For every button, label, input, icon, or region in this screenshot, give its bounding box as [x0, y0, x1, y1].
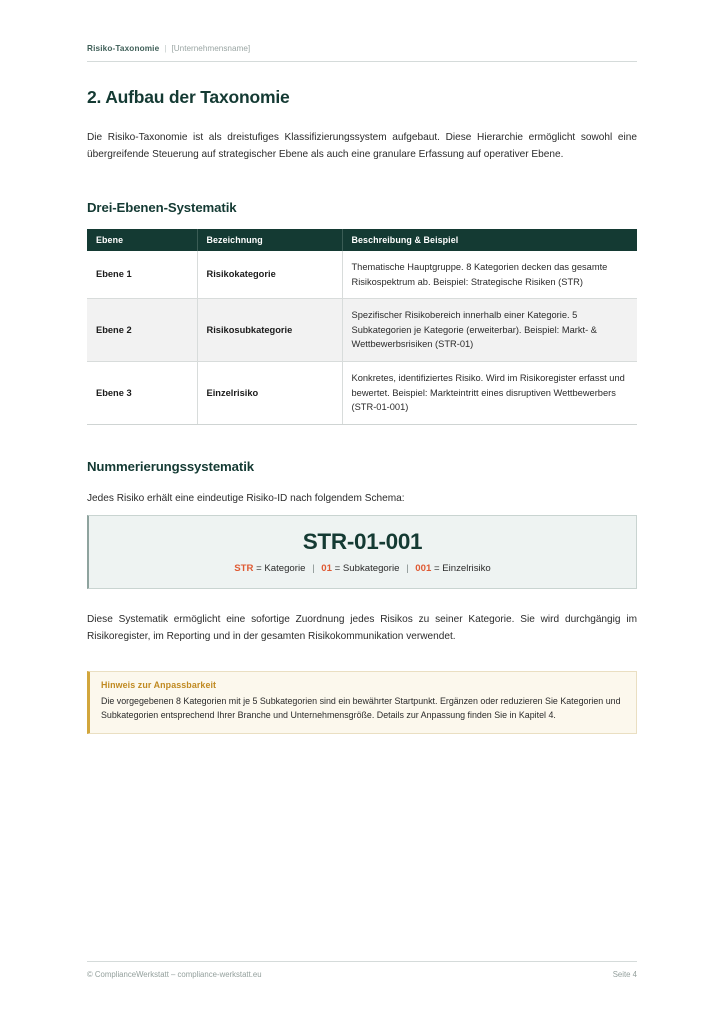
- three-level-table: [87, 229, 637, 425]
- cell-bezeichnung: Risikokategorie: [197, 251, 342, 299]
- cell-beschreibung: Spezifischer Risikobereich innerhalb einer Kategorie. 5 Subkategorien je Kategorie (erweiterbar). Beispiel: Markt- & Wettbewerbsrisiken (STR-01): [342, 299, 637, 362]
- header-divider: [87, 61, 637, 62]
- table-header: [87, 229, 637, 251]
- cell-ebene: Ebene 1: [87, 251, 197, 299]
- page-title: 2. Aufbau der Taxonomie: [87, 87, 290, 107]
- footer-divider: [87, 961, 637, 962]
- hint-callout: [87, 671, 637, 734]
- table-row: [87, 251, 637, 299]
- header-separator: |: [164, 44, 167, 53]
- risk-id-legend: [99, 562, 626, 576]
- table-header-row: [87, 229, 637, 251]
- table-row: [87, 299, 637, 362]
- header-doc-title: Risiko-Taxonomie: [87, 44, 160, 53]
- page-footer: [87, 970, 637, 979]
- cell-beschreibung: Konkretes, identifiziertes Risiko. Wird im Risikoregister erfasst und bewertet. Beispiel: Markteintritt eines disruptiven Wettbewerbers (STR-01-001): [342, 361, 637, 424]
- header-company-placeholder: [Unternehmensname]: [171, 44, 251, 53]
- section-heading-systematik: Drei-Ebenen-Systematik: [87, 200, 237, 215]
- risk-id-code: STR-01-001: [302, 529, 423, 554]
- hint-title: Hinweis zur Anpassbarkeit: [101, 680, 217, 690]
- cell-beschreibung: Thematische Hauptgruppe. 8 Kategorien decken das gesamte Risikospektrum ab. Beispiel: Strategische Risiken (STR): [342, 251, 637, 299]
- legend-label-einzelrisiko: = Einzelrisiko: [433, 563, 491, 574]
- risk-id-example-box: [87, 515, 637, 589]
- legend-separator-2: |: [406, 563, 409, 574]
- legend-part-subkategorie: 01: [321, 563, 332, 574]
- cell-ebene: Ebene 2: [87, 299, 197, 362]
- section-heading-nummerierung: Nummerierungssystematik: [87, 459, 255, 474]
- legend-part-kategorie: STR: [234, 563, 254, 574]
- cell-bezeichnung: Risikosubkategorie: [197, 299, 342, 362]
- column-header-beschreibung: Beschreibung & Beispiel: [342, 229, 637, 251]
- intro-paragraph: Die Risiko-Taxonomie ist als dreistufiges Klassifizierungssystem aufgebaut. Diese Hierarchie ermöglicht sowohl eine übergreifende Steuerung auf strategischer Ebene als auch eine granulare Erfassung auf operativer Ebene.: [87, 132, 637, 160]
- running-header: [87, 43, 637, 55]
- cell-ebene: Ebene 3: [87, 361, 197, 424]
- footer-page-number: Seite 4: [612, 970, 637, 979]
- legend-label-kategorie: = Kategorie: [256, 563, 306, 574]
- footer-copyright: © ComplianceWerkstatt – compliance-werkstatt.eu: [87, 970, 262, 979]
- legend-label-subkategorie: = Subkategorie: [334, 563, 400, 574]
- nummerierung-lead-paragraph: Jedes Risiko erhält eine eindeutige Risiko-ID nach folgendem Schema:: [87, 493, 405, 504]
- hint-body: Die vorgegebenen 8 Kategorien mit je 5 Subkategorien sind ein bewährter Startpunkt. Ergänzen oder reduzieren Sie Kategorien und Subkategorien entsprechend Ihrer Branche und Unternehmensgröße. Details zur Anpassung finden Sie in Kapitel 4.: [101, 696, 621, 721]
- nummerierung-after-paragraph: Diese Systematik ermöglicht eine sofortige Zuordnung jedes Risikos zu seiner Kategorie. Sie wird durchgängig im Risikoregister, im Reporting und in der gesamten Risikokommunikation verwendet.: [87, 614, 637, 642]
- cell-bezeichnung: Einzelrisiko: [197, 361, 342, 424]
- column-header-bezeichnung: Bezeichnung: [197, 229, 342, 251]
- legend-part-einzelrisiko: 001: [415, 563, 432, 574]
- legend-separator-1: |: [312, 563, 315, 574]
- table-body: [87, 251, 637, 424]
- table-row: [87, 361, 637, 424]
- column-header-ebene: Ebene: [87, 229, 197, 251]
